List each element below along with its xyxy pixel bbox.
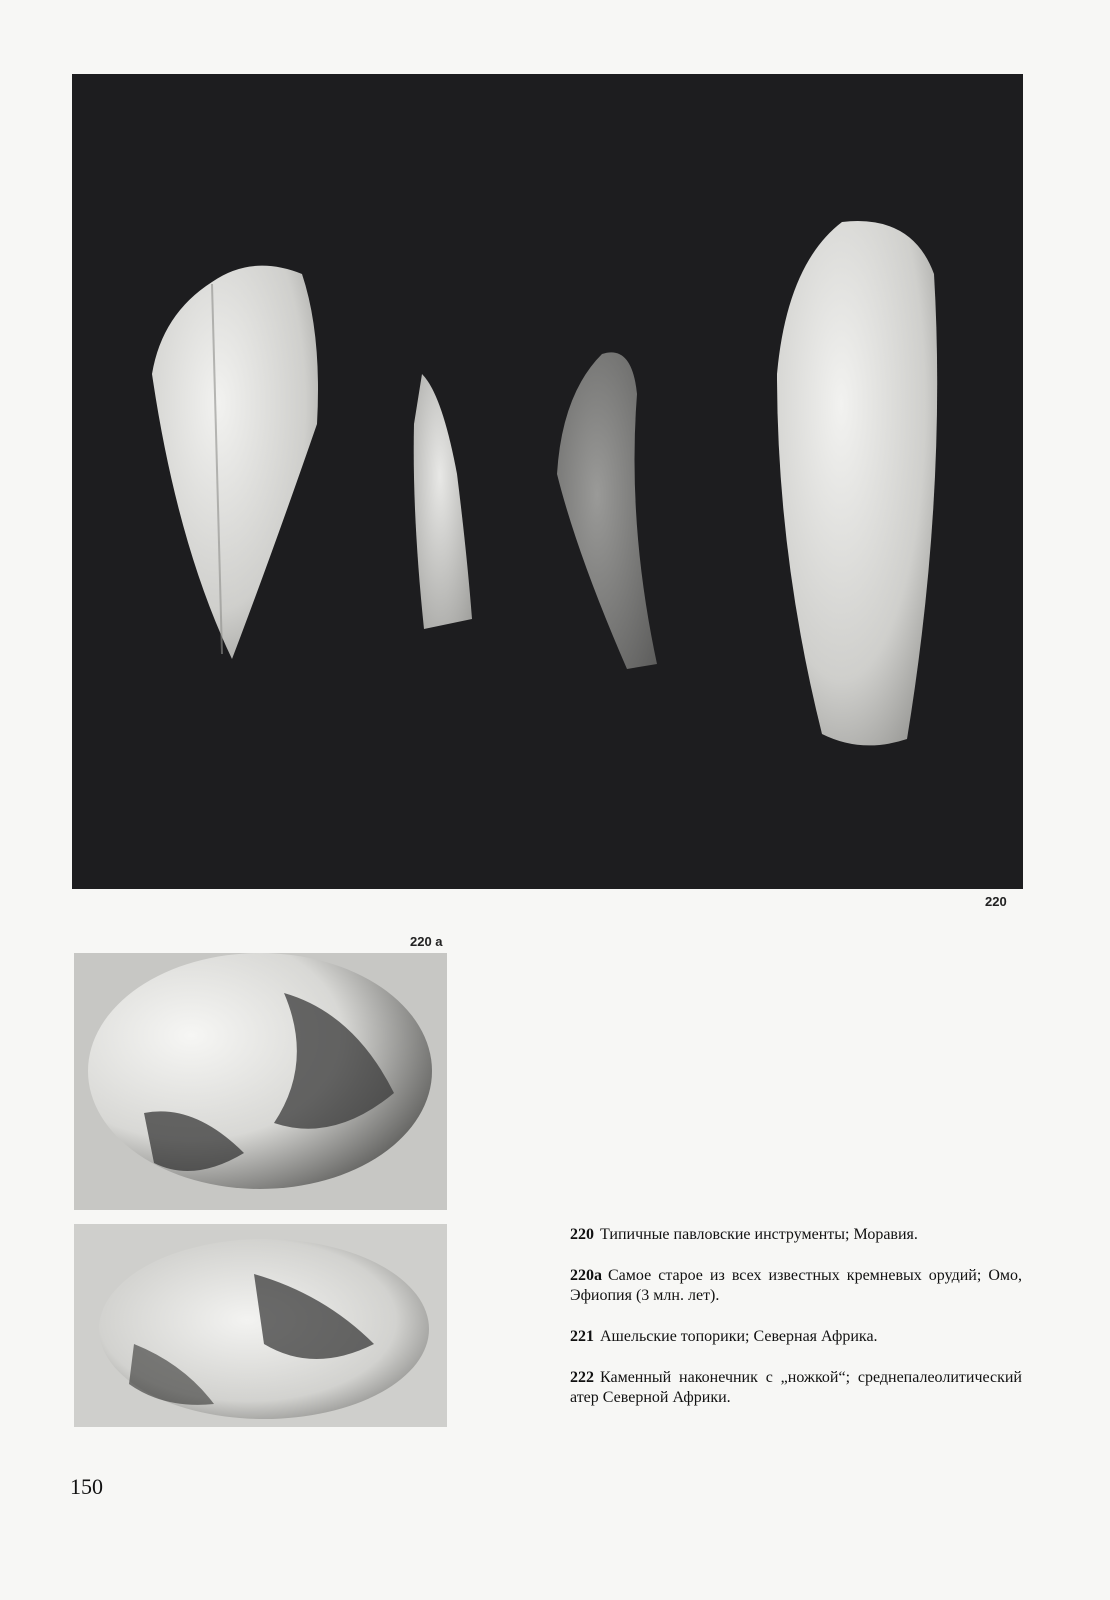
photo-stone-tools-220 [72,74,1023,889]
photo-pebble-tool-front [74,953,447,1210]
caption-220: 220 Типичные павловские инструменты; Моравия. [570,1226,918,1243]
artifact-blade-1 [152,266,318,659]
artifact-blade-3 [557,352,657,669]
page-number: 150 [70,1474,103,1499]
caption-220a: 220а Самое старое из всех известных кремневых орудий; Омо, Эфиопия (3 млн. лет). [570,1267,1022,1304]
captions [570,1225,1022,1429]
caption-221: 221 Ашельские топорики; Северная Африка. [570,1328,878,1345]
artifact-blade-2 [414,374,472,629]
photo-pebble-tool-back [74,1224,447,1427]
figure-label-220: 220 [985,894,1007,909]
figure-label-220a: 220 a [410,934,443,949]
caption-222: 222 Каменный наконечник с „ножкой“; среднепалеолитический атер Северной Африки. [570,1369,1022,1406]
artifact-blade-4 [777,221,937,745]
